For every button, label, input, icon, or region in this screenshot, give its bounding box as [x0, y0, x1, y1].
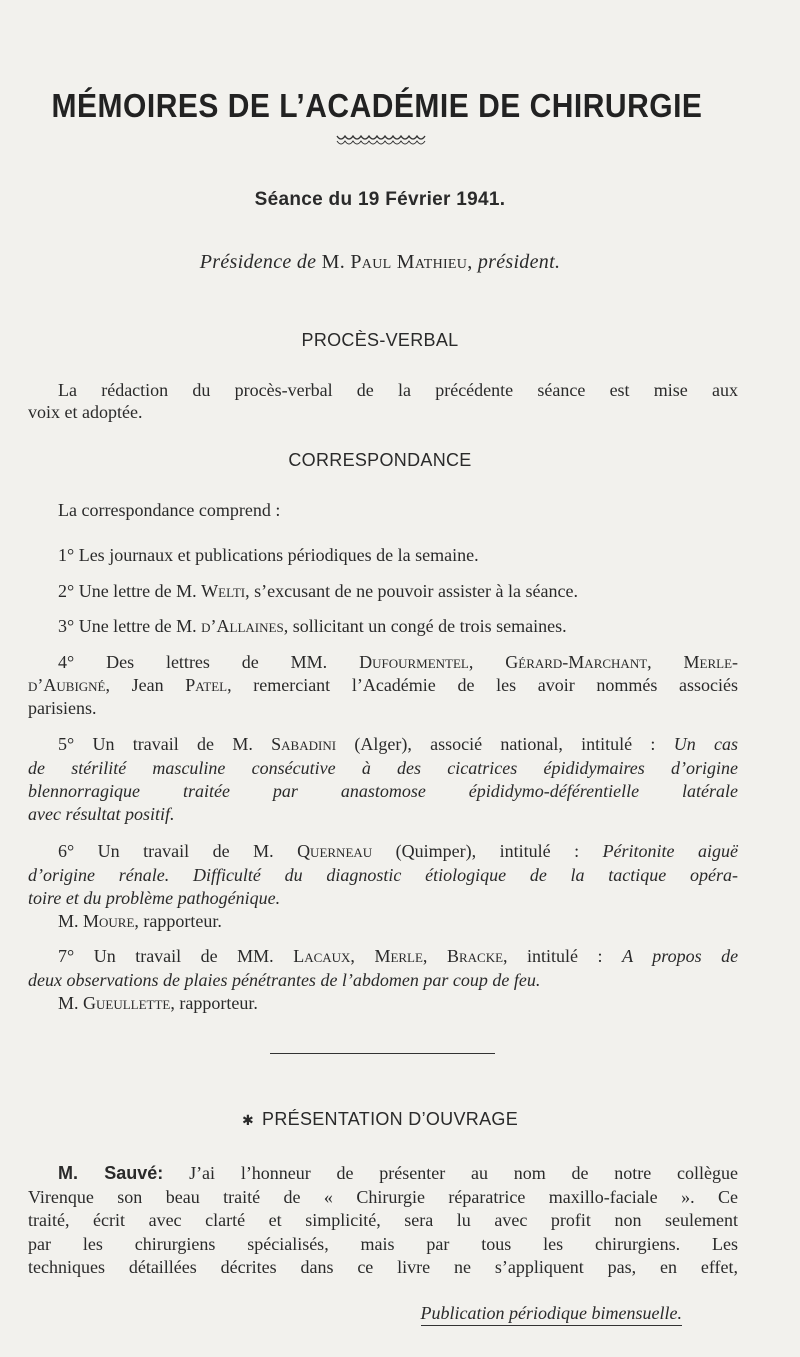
item6-title2: d’origine rénale. Difficulté du diagnostic étiologique de la tactique opéra-: [28, 865, 738, 885]
item7-name3: Bracke,: [446, 946, 508, 966]
asterisk-icon: ✱: [242, 1111, 255, 1128]
item5-title1: Un cas: [673, 734, 739, 754]
presentation-line5: techniques détaillées décrites dans ce livre ne s’appliquent pas, en effet,: [28, 1257, 738, 1277]
item6-name: Querneau: [297, 841, 373, 861]
item7-mid: intitulé :: [527, 946, 603, 966]
item3-post: sollicitant un congé de trois semaines.: [292, 616, 567, 636]
presidence-role: président.: [477, 251, 561, 273]
item3-pre: 3° Une lettre de M.: [58, 616, 197, 636]
item4-name3: Merle-: [683, 652, 739, 672]
footer-publication: Publication périodique bimensuelle.: [421, 1303, 682, 1326]
item7-rapporteur-pre: M.: [58, 993, 79, 1013]
presentation-heading-text: PRÉSENTATION D’OUVRAGE: [262, 1109, 518, 1129]
correspondance-item-7-line2: [28, 969, 738, 991]
correspondance-item-4-line2: [28, 674, 738, 696]
correspondance-intro: La correspondance comprend :: [58, 500, 281, 520]
item5-title2: de stérilité masculine consécutive à des cicatrices épididymaires d’origine: [28, 758, 738, 778]
item6-title1: Péritonite aiguë: [602, 841, 739, 861]
item6-title3: toire et du problème pathogénique.: [28, 888, 281, 908]
correspondance-item-7-line1: [28, 945, 738, 967]
item2-name: Welti,: [201, 581, 250, 601]
correspondance-item-7-rapporteur: [58, 992, 738, 1014]
proces-verbal-line2: voix et adoptée.: [28, 402, 143, 422]
correspondance-item-4-line1: [28, 651, 738, 673]
presidence-honorific: M.: [321, 251, 346, 273]
item7-rapporteur-post: rapporteur.: [179, 993, 258, 1013]
item6-mid: (Quimper), intitulé :: [395, 841, 580, 861]
correspondance-heading: CORRESPONDANCE: [288, 450, 472, 470]
item7-name2: Merle,: [374, 946, 428, 966]
presentation-heading: [0, 1109, 760, 1130]
correspondance-item-4-line3: parisiens.: [28, 698, 97, 718]
item7-pre: 7° Un travail de MM.: [58, 946, 274, 966]
president-name: Paul Mathieu,: [350, 251, 473, 273]
item6-pre: 6° Un travail de M.: [58, 841, 274, 861]
presentation-line1-text: J’ai l’honneur de présenter au nom de notre collègue: [189, 1163, 739, 1183]
presidence-line: [0, 251, 760, 274]
item6-rapporteur-name: Moure,: [83, 911, 139, 931]
correspondance-item-1: 1° Les journaux et publications périodiques de la semaine.: [58, 545, 479, 565]
item4-post1: remerciant l’Académie de les avoir nommés associés: [253, 675, 739, 695]
presidence-prefix: Présidence de: [199, 251, 317, 273]
presentation-line2: Virenque son beau traité de « Chirurgie réparatrice maxillo-faciale ». Ce: [28, 1187, 738, 1207]
correspondance-item-2: [58, 580, 738, 602]
correspondance-item-6-line3: [28, 887, 738, 909]
item4-pre: 4° Des lettres de MM.: [58, 652, 328, 672]
correspondance-item-6-line1: [28, 840, 738, 862]
item5-pre: 5° Un travail de M.: [58, 734, 253, 754]
correspondance-item-6-rapporteur: [58, 910, 738, 932]
item4-mid: Jean: [131, 675, 164, 695]
item2-post: s’excusant de ne pouvoir assister à la séance.: [254, 581, 578, 601]
journal-title: MÉMOIRES DE L’ACADÉMIE DE CHIRURGIE: [51, 88, 703, 125]
section-divider: [270, 1053, 495, 1054]
item4-name2: Gérard-Marchant,: [505, 652, 652, 672]
item7-title2: deux observations de plaies pénétrantes de l’abdomen par coup de feu.: [28, 970, 541, 990]
item6-rapporteur-pre: M.: [58, 911, 79, 931]
item4-name3b: d’Aubigné,: [28, 675, 110, 695]
presentation-line1: [28, 1162, 738, 1184]
correspondance-item-3: [58, 615, 738, 637]
proces-verbal-heading: PROCÈS-VERBAL: [301, 330, 459, 350]
item6-rapporteur-post: rapporteur.: [143, 911, 222, 931]
ornament-divider: [335, 132, 430, 146]
correspondance-item-5-line3: [28, 780, 738, 802]
correspondance-item-5-line2: [28, 757, 738, 779]
proces-verbal-line1: La rédaction du procès-verbal de la précédente séance est mise aux: [58, 380, 738, 400]
item2-pre: 2° Une lettre de M.: [58, 581, 197, 601]
presentation-speaker: M. Sauvé:: [58, 1163, 164, 1183]
correspondance-item-5-line4: [28, 803, 738, 825]
presentation-line3: traité, écrit avec clarté et simplicité, sera lu avec profit non seulement: [28, 1210, 738, 1230]
presentation-line4: par les chirurgiens spécialisés, mais par tous les chirurgiens. Les: [28, 1234, 738, 1254]
item4-name4: Patel,: [185, 675, 232, 695]
item4-name1: Dufourmentel,: [359, 652, 474, 672]
item5-name: Sabadini: [271, 734, 337, 754]
item7-name1: Lacaux,: [293, 946, 355, 966]
seance-date: Séance du 19 Février 1941.: [254, 189, 506, 210]
item3-name: d’Allaines,: [201, 616, 289, 636]
item5-title3: blennorragique traitée par anastomose épididymo-déférentielle latérale: [28, 781, 738, 801]
item5-mid: (Alger), associé national, intitulé :: [354, 734, 656, 754]
correspondance-item-5-line1: [28, 733, 738, 755]
item7-title1: A propos de: [622, 946, 739, 966]
item7-rapporteur-name: Gueullette,: [83, 993, 175, 1013]
correspondance-item-6-line2: [28, 864, 738, 886]
item5-title4: avec résultat positif.: [28, 804, 175, 824]
